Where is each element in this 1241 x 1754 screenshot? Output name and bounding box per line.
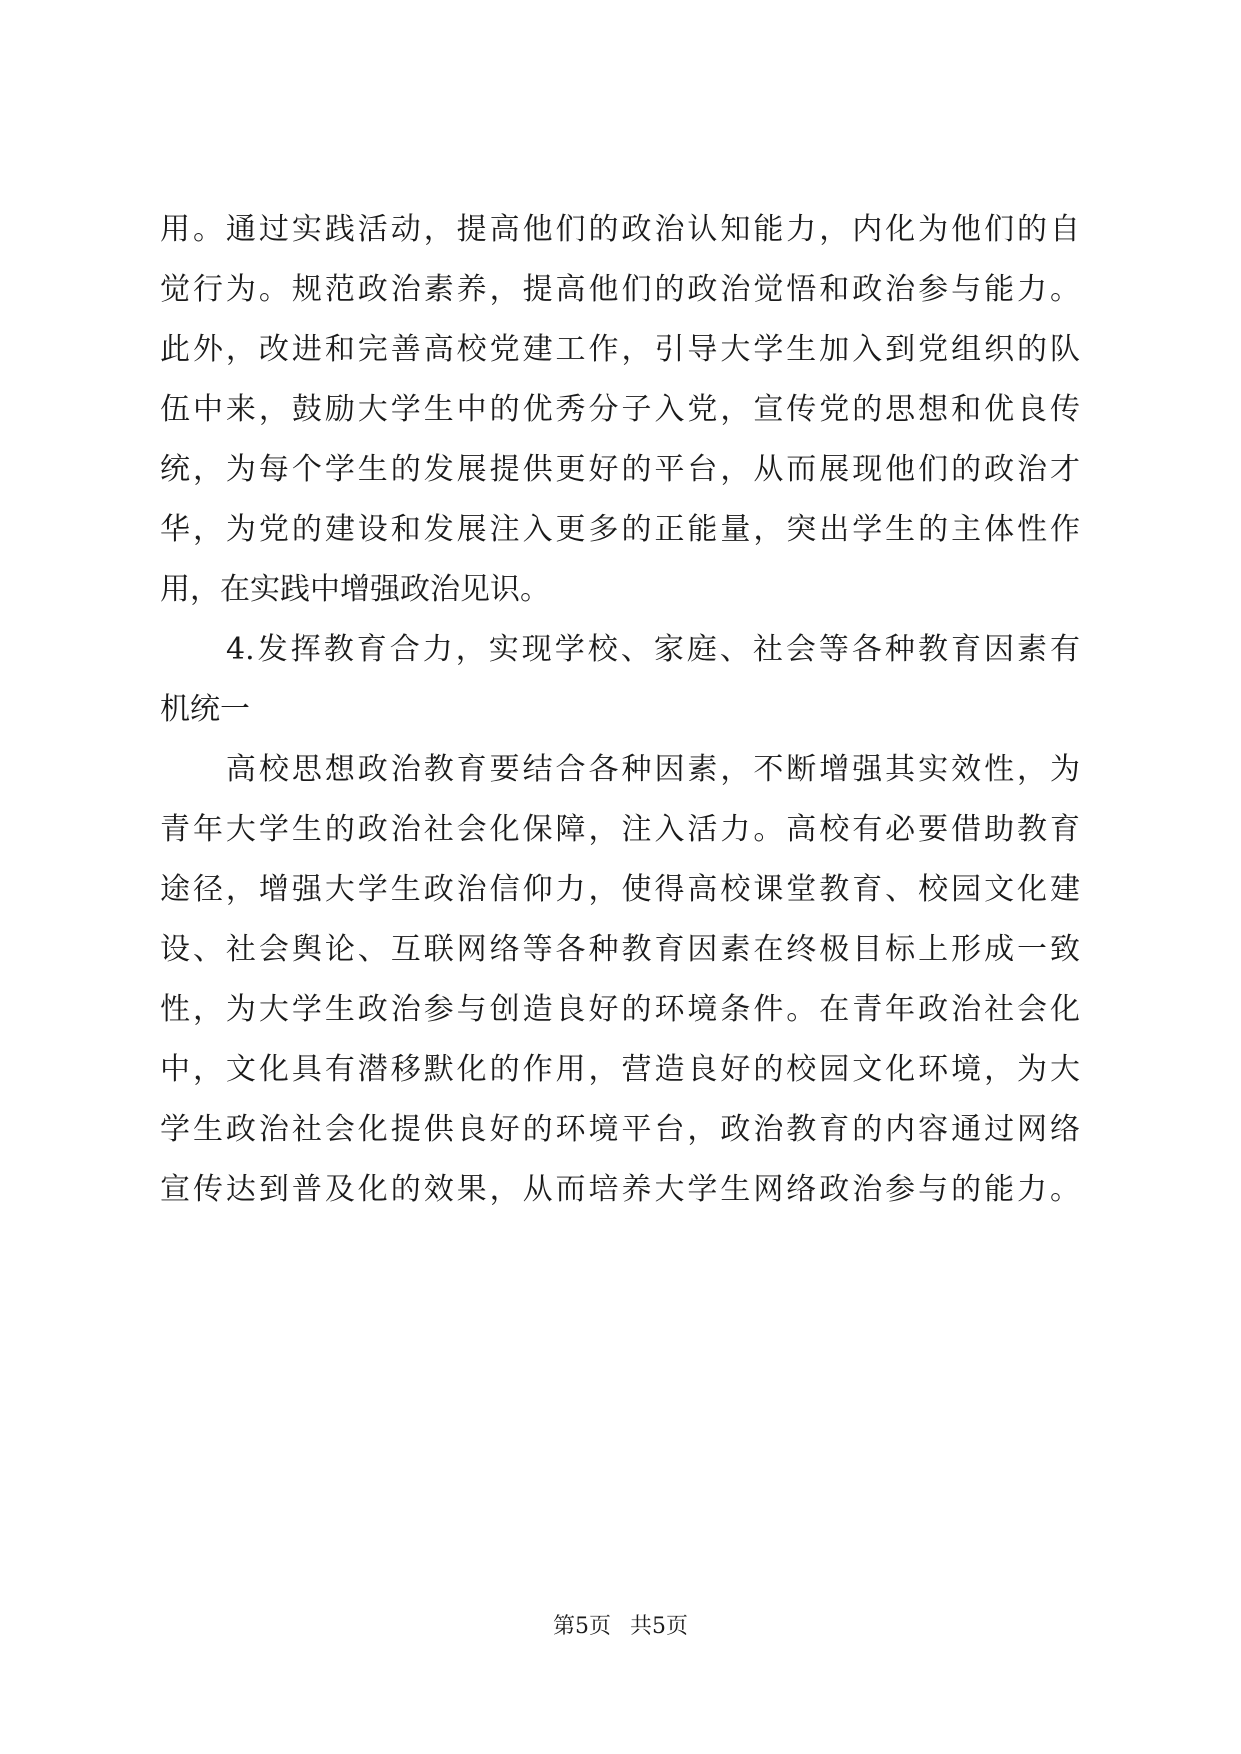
section-heading-line: 4.发挥教育合力，实现学校、家庭、社会等各种教育因素有 [160, 632, 1080, 667]
body-line: 宣传达到普及化的效果，从而培养大学生网络政治参与的能力。 [160, 1172, 1080, 1207]
body-line: 青年大学生的政治社会化保障，注入活力。高校有必要借助教育 [160, 812, 1080, 847]
page-number-current: 第5页 [553, 1614, 611, 1639]
body-line: 途径，增强大学生政治信仰力，使得高校课堂教育、校园文化建 [160, 872, 1080, 907]
page-footer [0, 1612, 1241, 1642]
body-line: 学生政治社会化提供良好的环境平台，政治教育的内容通过网络 [160, 1112, 1080, 1147]
body-line: 用。通过实践活动，提高他们的政治认知能力，内化为他们的自 [160, 212, 1080, 247]
body-line: 性，为大学生政治参与创造良好的环境条件。在青年政治社会化 [160, 992, 1080, 1027]
body-line: 华，为党的建设和发展注入更多的正能量，突出学生的主体性作 [160, 512, 1080, 547]
section-heading-line: 机统一 [160, 692, 250, 727]
body-line: 伍中来，鼓励大学生中的优秀分子入党，宣传党的思想和优良传 [160, 392, 1080, 427]
body-line: 中，文化具有潜移默化的作用，营造良好的校园文化环境，为大 [160, 1052, 1080, 1087]
body-line: 觉行为。规范政治素养，提高他们的政治觉悟和政治参与能力。 [160, 272, 1080, 307]
body-line: 高校思想政治教育要结合各种因素，不断增强其实效性，为 [160, 752, 1080, 787]
body-line: 统，为每个学生的发展提供更好的平台，从而展现他们的政治才 [160, 452, 1080, 487]
page-number-total: 共5页 [630, 1614, 688, 1639]
body-line: 此外，改进和完善高校党建工作，引导大学生加入到党组织的队 [160, 332, 1080, 367]
body-line: 用，在实践中增强政治见识。 [160, 572, 550, 607]
body-line: 设、社会舆论、互联网络等各种教育因素在终极目标上形成一致 [160, 932, 1080, 967]
